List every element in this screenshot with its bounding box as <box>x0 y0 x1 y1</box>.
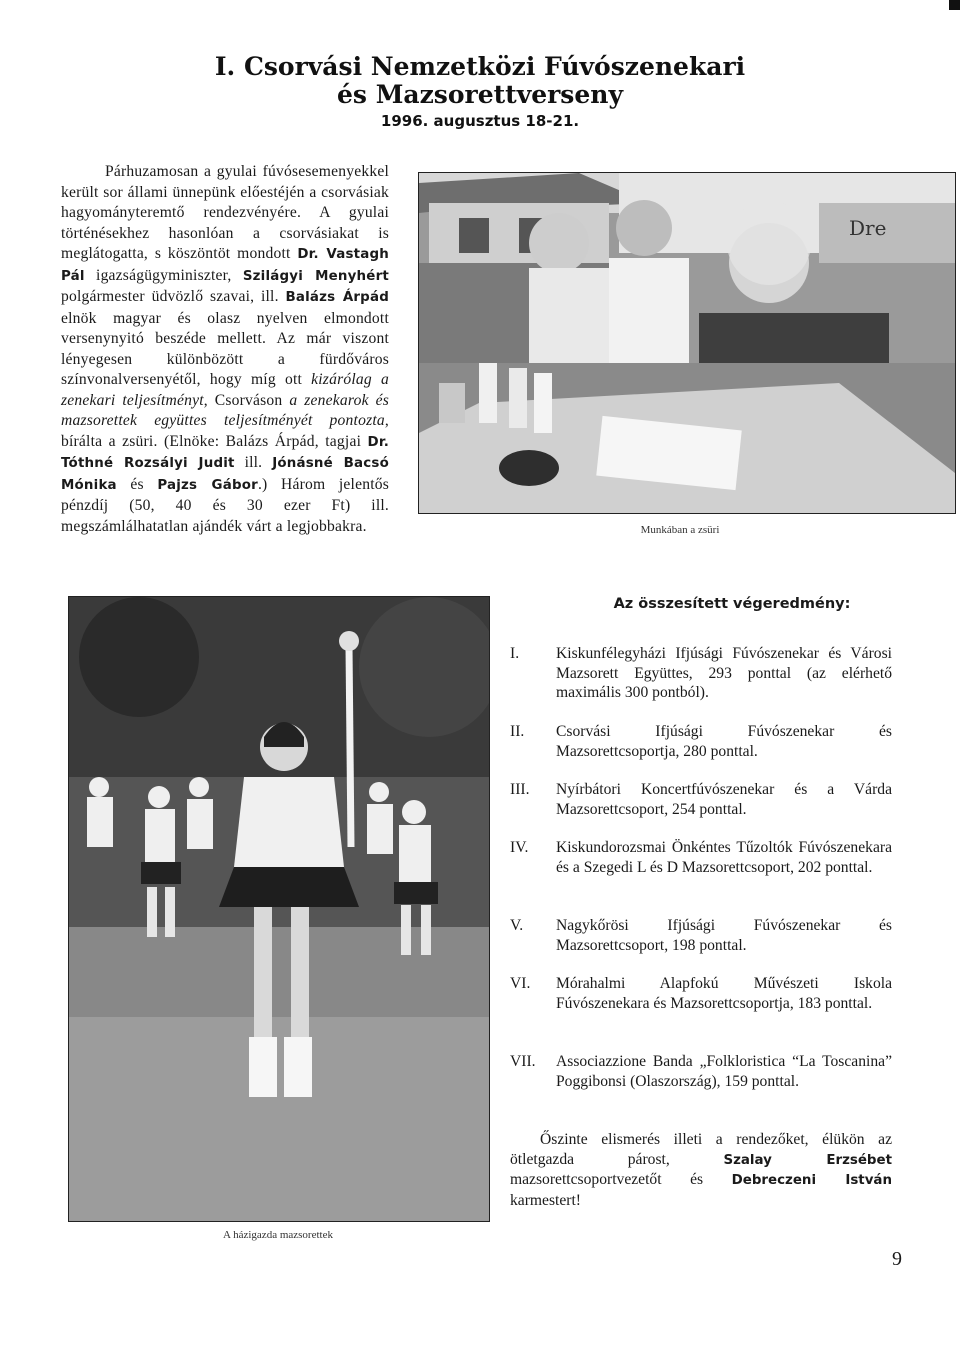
person-name: Pajzs Gábor <box>157 477 258 493</box>
result-text: Nyírbátori Koncertfúvószenekar és a Várda Mazsorettcsoport, 254 ponttal. <box>556 781 892 818</box>
emphasis-text: a zenekarok és mazsorettek együttes teljesítményét pontozta <box>61 391 389 429</box>
result-text: Nagykőrösi Ifjúsági Fúvószenekar és Mazsorettcsoport, 198 ponttal. <box>556 917 892 954</box>
closing-paragraph: Őszinte elismerés illeti a rendezőket, élükön az ötletgazda párost, Szalay Erzsébet mazsorettcsoportvezetőt és Debreczeni István karmestert! <box>510 1131 892 1209</box>
article-paragraph: Párhuzamosan a gyulai fúvósesemenyekkel került sor állami ünnepünk előestéjén a csorvásiak hagyományteremtő rendezvényére. A gyulai történésekhez hasonlóan a csorvásiakat is meglátogatta, s köszöntöt mondott Dr. Vastagh Pál igazságügyminiszter, Szilágyi Menyhért polgármester üdvözlő szavai, ill. Balázs Árpád elnök magyar és olasz nyelven elmondott versenynyitó beszéde mellett. Az már viszont lényegesen különbözött a fürdőváros színvonalversenyétől, hogy míg ott kizárólag a zenekari teljesítményt, Csorváson a zenekarok és mazsorettek együttes teljesítményét pontozta, bírálta a zsüri. (Elnöke: Balázs Árpád, tagjai Dr. Tóthné Rozsályi Judit ill. Jónásné Bacsó Mónika és Pajzs Gábor.) Három jelentős pénzdíj (50, 40 és 30 ezer Ft) ill. megszámlálhatatlan ajándék várt a legjobbakra. <box>61 163 390 535</box>
result-rank: VI. <box>510 975 531 992</box>
person-name: Szilágyi Menyhért <box>242 268 389 284</box>
results-title: Az összesített végeredmény: <box>613 596 851 612</box>
result-rank: VII. <box>510 1053 536 1070</box>
sign-text: Dre <box>849 216 887 240</box>
person-name: Jónásné Bacsó Mónika <box>61 456 389 493</box>
result-rank: IV. <box>510 839 529 856</box>
majorettes-photo-illustration <box>69 597 489 1221</box>
jury-photo-caption: Munkában a zsüri <box>640 524 720 536</box>
article-body <box>61 162 389 537</box>
page-number: 9 <box>892 1248 902 1270</box>
jury-photo <box>418 172 956 514</box>
result-rank: III. <box>510 781 530 798</box>
emphasis-text: kizárólag a zenekari teljesítményt <box>61 371 389 409</box>
person-name: Debreczeni István <box>731 1173 892 1188</box>
person-name: Balázs Árpád <box>285 290 389 305</box>
result-text: Csorvási Ifjúsági Fúvószenekar és Mazsorettcsoportja, 280 ponttal. <box>556 723 892 760</box>
corner-mark <box>949 0 960 10</box>
majorettes-photo <box>68 596 490 1222</box>
majorettes-photo-caption: A házigazda mazsorettek <box>223 1229 333 1241</box>
jury-photo-illustration <box>419 173 955 513</box>
event-date: 1996. augusztus 18-21. <box>380 112 580 130</box>
result-text: Kiskundorozsmai Önkéntes Tűzoltók Fúvószenekara és a Szegedi L és D Mazsorettcsoport, 202 ponttal. <box>556 839 892 876</box>
article-title-line2: és Mazsorettverseny <box>337 80 623 109</box>
result-text: Mórahalmi Alapfokú Művészeti Iskola Fúvószenekara és Mazsorettcsoportja, 183 ponttal. <box>556 975 892 1012</box>
result-text: Kiskunfélegyházi Ifjúsági Fúvószenekar és Városi Mazsorett Együttes, 293 ponttal (az elérhető maximális 300 pontból). <box>556 645 892 701</box>
person-name: Szalay Erzsébet <box>723 1152 892 1168</box>
person-name: Dr. Vastagh Pál <box>61 247 389 284</box>
person-name: Dr. Tóthné Rozsályi Judit <box>61 434 389 471</box>
result-rank: II. <box>510 723 525 740</box>
result-rank: V. <box>510 917 524 934</box>
result-rank: I. <box>510 645 520 662</box>
result-text: Associazzione Banda „Folkloristica “La Toscanina” Poggibonsi (Olaszország), 159 ponttal. <box>556 1053 892 1090</box>
article-title-line1: I. Csorvási Nemzetközi Fúvószenekari <box>214 52 746 81</box>
